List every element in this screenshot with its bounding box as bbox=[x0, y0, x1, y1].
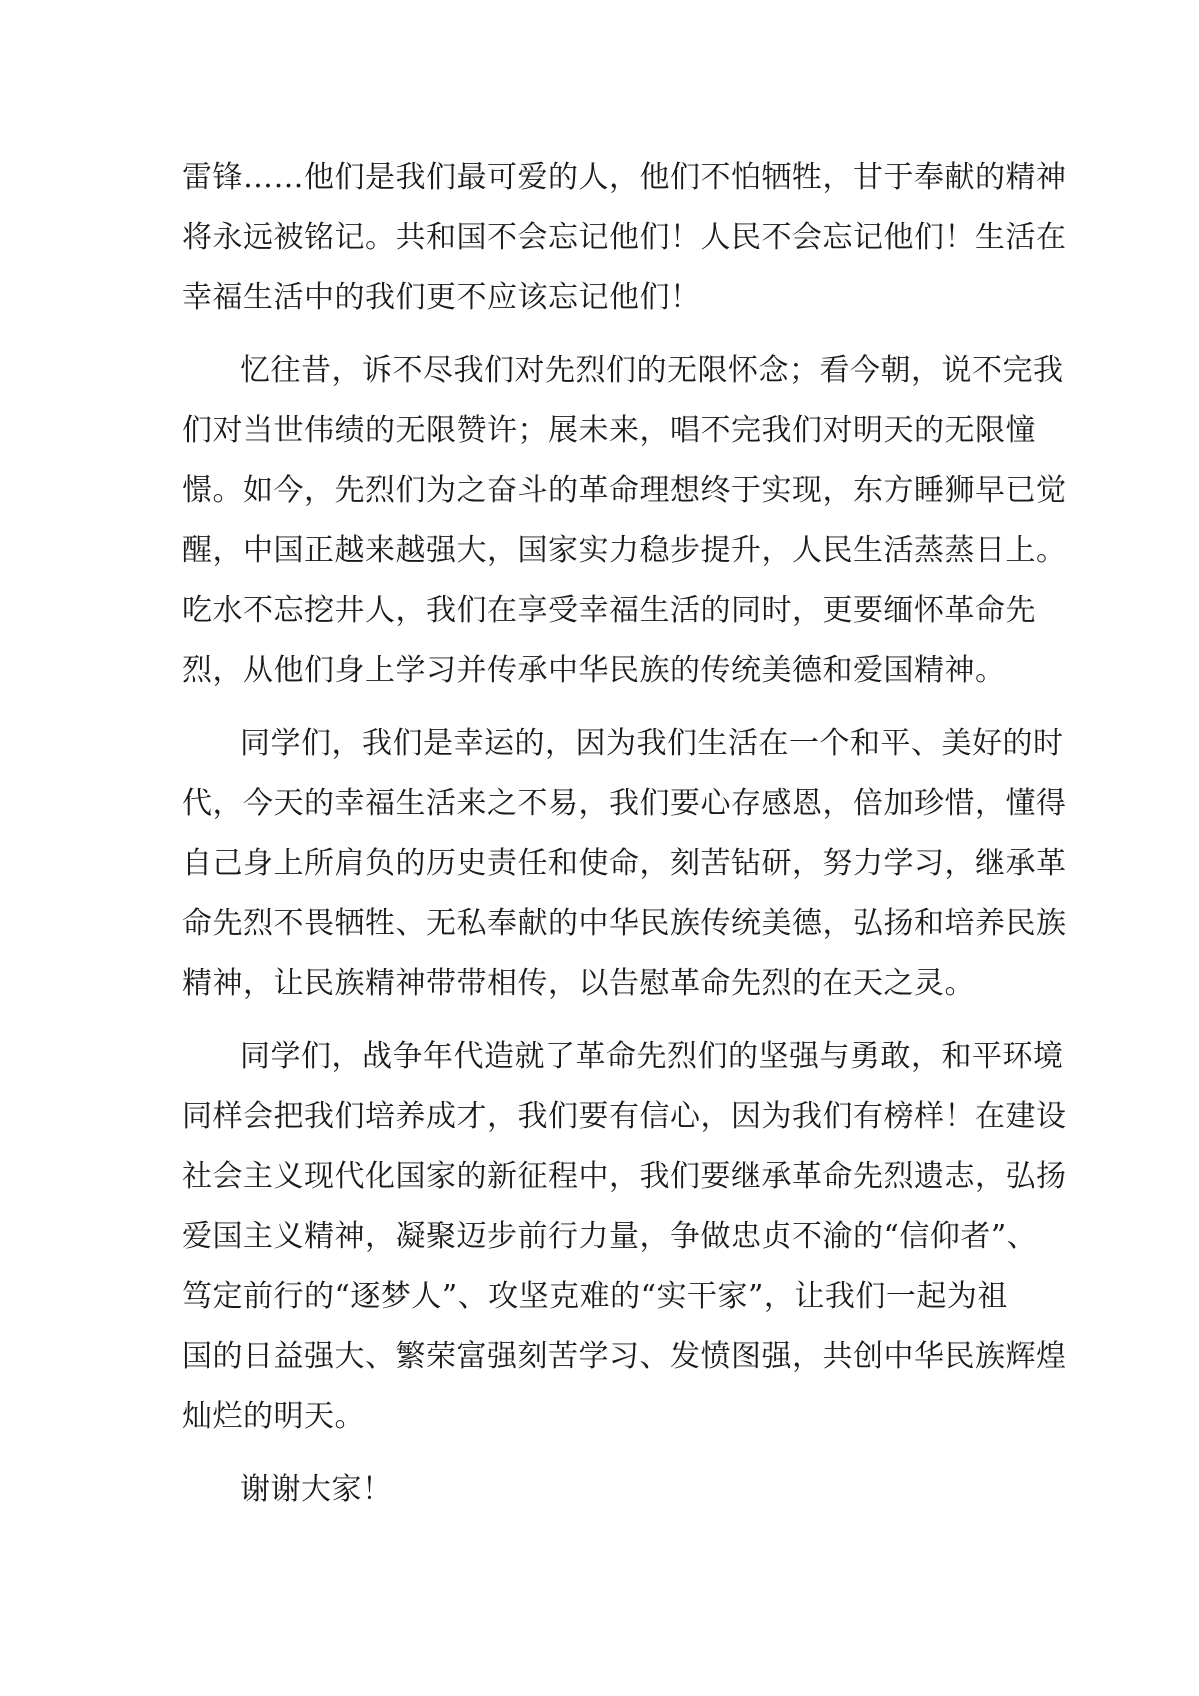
document-body bbox=[182, 148, 1067, 1520]
text-line: 爱国主义精神，凝聚迈步前行力量，争做忠贞不渝的“信仰者”、 bbox=[182, 1219, 1038, 1254]
text-line: 同学们，我们是幸运的，因为我们生活在一个和平、美好的时 bbox=[240, 726, 1064, 761]
text-line: 精神，让民族精神带带相传，以告慰革命先烈的在天之灵。 bbox=[182, 966, 975, 1001]
text-line: 们对当世伟绩的无限赞许；展未来，唱不完我们对明天的无限憧 bbox=[182, 413, 1036, 448]
text-line: 社会主义现代化国家的新征程中，我们要继承革命先烈遗志，弘扬 bbox=[182, 1159, 1067, 1194]
text-line: 吃水不忘挖井人，我们在享受幸福生活的同时，更要缅怀革命先 bbox=[182, 593, 1036, 628]
text-line: 同样会把我们培养成才，我们要有信心，因为我们有榜样！在建设 bbox=[182, 1099, 1067, 1134]
paragraph bbox=[182, 714, 1067, 1014]
text-line: 幸福生活中的我们更不应该忘记他们！ bbox=[182, 280, 701, 315]
text-line: 灿烂的明天。 bbox=[182, 1399, 365, 1434]
paragraph bbox=[182, 1027, 1067, 1447]
text-line: 代，今天的幸福生活来之不易，我们要心存感恩，倍加珍惜，懂得 bbox=[182, 786, 1067, 821]
text-line: 同学们，战争年代造就了革命先烈们的坚强与勇敢，和平环境 bbox=[240, 1039, 1064, 1074]
text-line: 将永远被铭记。共和国不会忘记他们！人民不会忘记他们！生活在 bbox=[182, 220, 1067, 255]
text-line: 烈，从他们身上学习并传承中华民族的传统美德和爱国精神。 bbox=[182, 653, 1006, 688]
text-line: 谢谢大家！ bbox=[240, 1472, 393, 1507]
text-line: 憬。如今，先烈们为之奋斗的革命理想终于实现，东方睡狮早已觉 bbox=[182, 473, 1067, 508]
text-line: 笃定前行的“逐梦人”、攻坚克难的“实干家”，让我们一起为祖 bbox=[182, 1279, 1008, 1314]
text-line: 忆往昔，诉不尽我们对先烈们的无限怀念；看今朝，说不完我 bbox=[240, 353, 1064, 388]
paragraph bbox=[182, 148, 1067, 328]
text-line: 自己身上所肩负的历史责任和使命，刻苦钻研，努力学习，继承革 bbox=[182, 846, 1067, 881]
text-line: 雷锋……他们是我们最可爱的人，他们不怕牺牲，甘于奉献的精神 bbox=[182, 160, 1067, 195]
text-line: 醒，中国正越来越强大，国家实力稳步提升，人民生活蒸蒸日上。 bbox=[182, 533, 1067, 568]
paragraph bbox=[182, 1460, 1012, 1520]
paragraph bbox=[182, 341, 1067, 701]
text-line: 命先烈不畏牺牲、无私奉献的中华民族传统美德，弘扬和培养民族 bbox=[182, 906, 1067, 941]
text-line: 国的日益强大、繁荣富强刻苦学习、发愤图强，共创中华民族辉煌 bbox=[182, 1339, 1067, 1374]
